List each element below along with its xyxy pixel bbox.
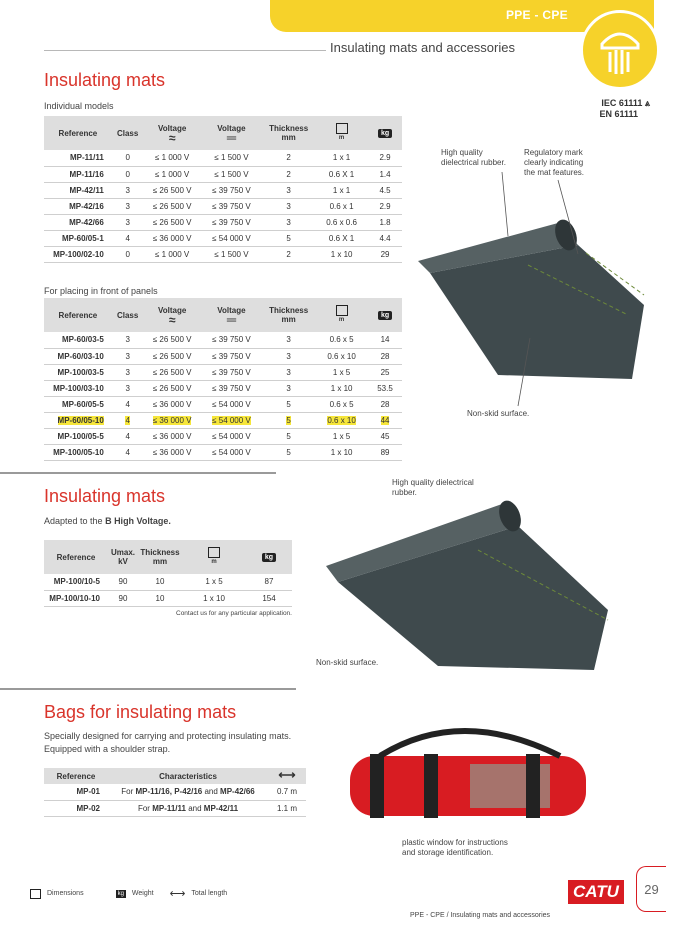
cell: ≤ 54 000 V [201,230,262,246]
cell: ≤ 36 000 V [144,428,201,444]
cell: 45 [368,428,402,444]
cell: ≤ 54 000 V [201,396,262,412]
double-arrow-icon: ⟷ [278,768,296,782]
standard-iec: IEC 61111 [601,98,643,108]
col-class: Class [112,298,144,332]
standard-en: EN 61111 [599,109,638,119]
cell-reference: MP-42/11 [44,182,112,198]
table-row [44,348,402,364]
dc-icon: ═ [226,129,237,145]
cell-reference: MP-100/02-10 [44,246,112,262]
cell-reference: MP-60/05-1 [44,230,112,246]
voltage-label: Voltage [157,305,187,315]
cell: 2 [262,150,315,166]
cell: 28 [368,348,402,364]
rubber-mat-image-b [318,500,638,675]
col-umax: Umax. kV [108,540,138,574]
cell: 3 [262,364,315,380]
desc-line2: Equipped with a shoulder strap. [44,744,171,754]
table-row [44,332,402,348]
table-row [44,784,306,800]
cell: 44 [368,412,402,428]
col-reference: Reference [44,768,108,784]
cell: 1 x 10 [315,444,368,460]
cell: 10 [138,590,182,606]
cell: 3 [112,380,144,396]
cell: 2.9 [368,150,402,166]
cell: 5 [262,428,315,444]
section1-title: Insulating mats [44,70,166,90]
cell: 0 [112,150,144,166]
cell: ≤ 1 000 V [144,166,201,182]
cell: 2 [262,166,315,182]
cell-reference: MP-100/10-5 [44,574,108,590]
cell: 3 [112,348,144,364]
cell: 4.4 [368,230,402,246]
col-dimensions [182,540,246,574]
cell: ≤ 54 000 V [201,412,262,428]
col-weight [368,298,402,332]
cell: ≤ 39 750 V [201,182,262,198]
cell: 3 [262,332,315,348]
cell-reference: MP-100/03-5 [44,364,112,380]
cell: 53.5 [368,380,402,396]
cell: 0.6 x 1 [315,198,368,214]
cell-characteristics: For MP-11/11 and MP-42/11 [108,800,268,816]
section-divider [0,472,276,474]
table2-caption: For placing in front of panels [44,286,158,296]
cell: 14 [368,332,402,348]
cell: 5 [262,230,315,246]
cell-length: 0.7 m [268,784,306,800]
table-row [44,574,292,590]
col-reference: Reference [44,540,108,574]
table-row [44,364,402,380]
cell: ≤ 26 500 V [144,380,201,396]
table-row [44,230,402,246]
unit-m: m [211,559,217,565]
dimensions-icon [30,889,41,899]
cell: ≤ 39 750 V [201,332,262,348]
col-voltage-dc [201,298,262,332]
note-plastic-window: plastic window for instructions and storage identification. [402,838,508,857]
col-voltage-dc [201,116,262,150]
table-row [44,166,402,182]
col-voltage-ac [144,116,201,150]
weight-icon: kg [262,553,276,562]
weight-icon: kg [117,890,124,897]
cell: 3 [112,332,144,348]
cell: 89 [368,444,402,460]
section2-title: Insulating mats [44,486,166,506]
bag-image [340,716,600,836]
voltage-label: Voltage [217,123,246,133]
dc-icon: ═ [226,311,237,327]
cell: ≤ 26 500 V [144,214,201,230]
cell: 4 [112,428,144,444]
page-subtitle: Insulating mats and accessories [330,40,515,55]
legend [30,887,227,900]
section-divider [0,688,296,690]
cell: 2 [262,246,315,262]
cell: ≤ 54 000 V [201,444,262,460]
cell-length: 1.1 m [268,800,306,816]
table-panel-models [44,298,402,461]
table-row [44,428,402,444]
cell: ≤ 1 500 V [201,246,262,262]
cell: ≤ 36 000 V [144,444,201,460]
catu-logo: CATU [568,880,624,904]
category-tab: PPE - CPE [505,8,568,22]
cell: ≤ 36 000 V [144,396,201,412]
col-weight [246,540,292,574]
section3-title: Bags for insulating mats [44,702,237,722]
table-row [44,198,402,214]
section3-description [44,730,291,756]
cell: ≤ 1 000 V [144,246,201,262]
cell: 3 [262,214,315,230]
cell: ≤ 1 000 V [144,150,201,166]
section2-subtitle [44,516,171,526]
cell: 5 [262,444,315,460]
cell: 3 [112,182,144,198]
table-row [44,412,402,428]
ac-icon: ≈ [168,130,176,145]
table-row [44,800,306,816]
cell: 4 [112,444,144,460]
cell: 0.6 X 1 [315,230,368,246]
cell: 1 x 1 [315,182,368,198]
col-length [268,768,306,784]
table-row [44,182,402,198]
table-row [44,444,402,460]
cell: 10 [138,574,182,590]
col-thickness: Thickness mm [138,540,182,574]
cell: 1 x 10 [182,590,246,606]
footer-caption: PPE - CPE / Insulating mats and accessories [410,912,551,919]
ppe-icon [580,10,660,90]
table-row [44,246,402,262]
dimensions-icon [336,305,348,316]
cell: ≤ 39 750 V [201,380,262,396]
contact-note: Contact us for any particular application. [176,610,292,617]
note-non-skid-b: Non-skid surface. [316,658,379,667]
legend-dimensions: Dimensions [47,890,84,897]
voltage-label: Voltage [217,305,246,315]
cell-reference: MP-11/11 [44,150,112,166]
cell: ≤ 1 500 V [201,166,262,182]
dimensions-icon [208,547,220,558]
callout-lines [440,168,620,413]
legend-weight: Weight [131,890,154,897]
cell: 3 [112,214,144,230]
cell-reference: MP-100/03-10 [44,380,112,396]
desc-line1: Specially designed for carrying and protecting insulating mats. [44,731,292,741]
col-class: Class [112,116,144,150]
weight-icon: kg [378,129,392,138]
subtitle-bold: B High Voltage. [105,516,171,526]
cell: 0.6 x 5 [315,332,368,348]
cell-reference: MP-02 [44,800,108,816]
cell: 3 [262,380,315,396]
col-weight [368,116,402,150]
cell-reference: MP-60/03-10 [44,348,112,364]
note-rubber-b: High quality dielectrical rubber. [392,478,474,497]
cell: 2.9 [368,198,402,214]
cell: 0 [112,166,144,182]
cell: ≤ 26 500 V [144,348,201,364]
unit-m: m [338,317,345,323]
cell-reference: MP-42/16 [44,198,112,214]
cell: 90 [108,574,138,590]
cell: ≤ 26 500 V [144,198,201,214]
cell: 3 [262,348,315,364]
cell: 1 x 10 [315,246,368,262]
cell: 1 x 10 [315,380,368,396]
col-thickness: Thickness mm [262,116,315,150]
cell: 5 [262,396,315,412]
cell-reference: MP-100/05-5 [44,428,112,444]
table-individual-models [44,116,402,263]
cell: 90 [108,590,138,606]
table-row [44,214,402,230]
cell-reference: MP-01 [44,784,108,800]
subtitle-text: Adapted to the [44,516,106,526]
cell: ≤ 54 000 V [201,428,262,444]
voltage-label: Voltage [157,123,187,133]
cell: 5 [262,412,315,428]
col-characteristics: Characteristics [108,768,268,784]
standards [570,98,650,119]
cell: ≤ 26 500 V [144,332,201,348]
cell: ≤ 36 000 V [144,230,201,246]
col-dimensions [315,298,368,332]
cell: ≤ 39 750 V [201,348,262,364]
cell: ≤ 39 750 V [201,214,262,230]
cell: 0.6 x 0.6 [315,214,368,230]
cell: 1 x 1 [315,150,368,166]
col-reference: Reference [44,116,112,150]
cell: 1.8 [368,214,402,230]
cell: 0.6 X 1 [315,166,368,182]
cell-reference: MP-60/05-10 [44,412,112,428]
cell-reference: MP-100/10-10 [44,590,108,606]
unit-m: m [338,135,345,141]
cell: 25 [368,364,402,380]
col-reference: Reference [44,298,112,332]
cell: ≤ 26 500 V [144,364,201,380]
cell: 87 [246,574,292,590]
table-b-high-voltage [44,540,292,607]
cell: ≤ 26 500 V [144,182,201,198]
cell: ≤ 36 000 V [144,412,201,428]
cell: 1.4 [368,166,402,182]
cell: ≤ 1 500 V [201,150,262,166]
table-row [44,590,292,606]
page-number: 29 [636,866,666,912]
cell: 4 [112,230,144,246]
cell: ≤ 39 750 V [201,198,262,214]
dimensions-icon [336,123,348,134]
cell: 0.6 x 10 [315,348,368,364]
cell: 0.6 x 10 [315,412,368,428]
cell: 4 [112,412,144,428]
cell: 28 [368,396,402,412]
table-bags [44,768,306,817]
cell-reference: MP-42/66 [44,214,112,230]
legend-total-length: Total length [191,890,228,897]
cell-reference: MP-11/16 [44,166,112,182]
cell: 3 [112,198,144,214]
cell: 1 x 5 [182,574,246,590]
cell: ≤ 39 750 V [201,364,262,380]
double-triangle-icon: ⩓ [644,98,650,108]
table-row [44,150,402,166]
cell: 4 [112,396,144,412]
cell: 4.5 [368,182,402,198]
table1-caption: Individual models [44,101,114,111]
cell-reference: MP-100/05-10 [44,444,112,460]
cell-reference: MP-60/03-5 [44,332,112,348]
cell-characteristics: For MP-11/16, P-42/16 and MP-42/66 [108,784,268,800]
col-dimensions [315,116,368,150]
double-arrow-icon: ⟷ [169,888,186,900]
cell: 0.6 x 5 [315,396,368,412]
weight-icon: kg [378,311,392,320]
col-thickness: Thickness mm [262,298,315,332]
cell: 3 [262,198,315,214]
note-regulatory-mark: Regulatory mark clearly indicating the mat features. [524,148,585,177]
ac-icon: ≈ [168,312,176,327]
note-rubber: High quality dielectrical rubber. [441,148,506,167]
cell: 1 x 5 [315,364,368,380]
cell: 3 [262,182,315,198]
cell: 154 [246,590,292,606]
cell: 3 [112,364,144,380]
cell-reference: MP-60/05-5 [44,396,112,412]
cell: 29 [368,246,402,262]
cell: 1 x 5 [315,428,368,444]
col-voltage-ac [144,298,201,332]
note-non-skid: Non-skid surface. [467,409,530,418]
table-row [44,396,402,412]
header-rule [44,50,326,51]
table-row [44,380,402,396]
cell: 0 [112,246,144,262]
